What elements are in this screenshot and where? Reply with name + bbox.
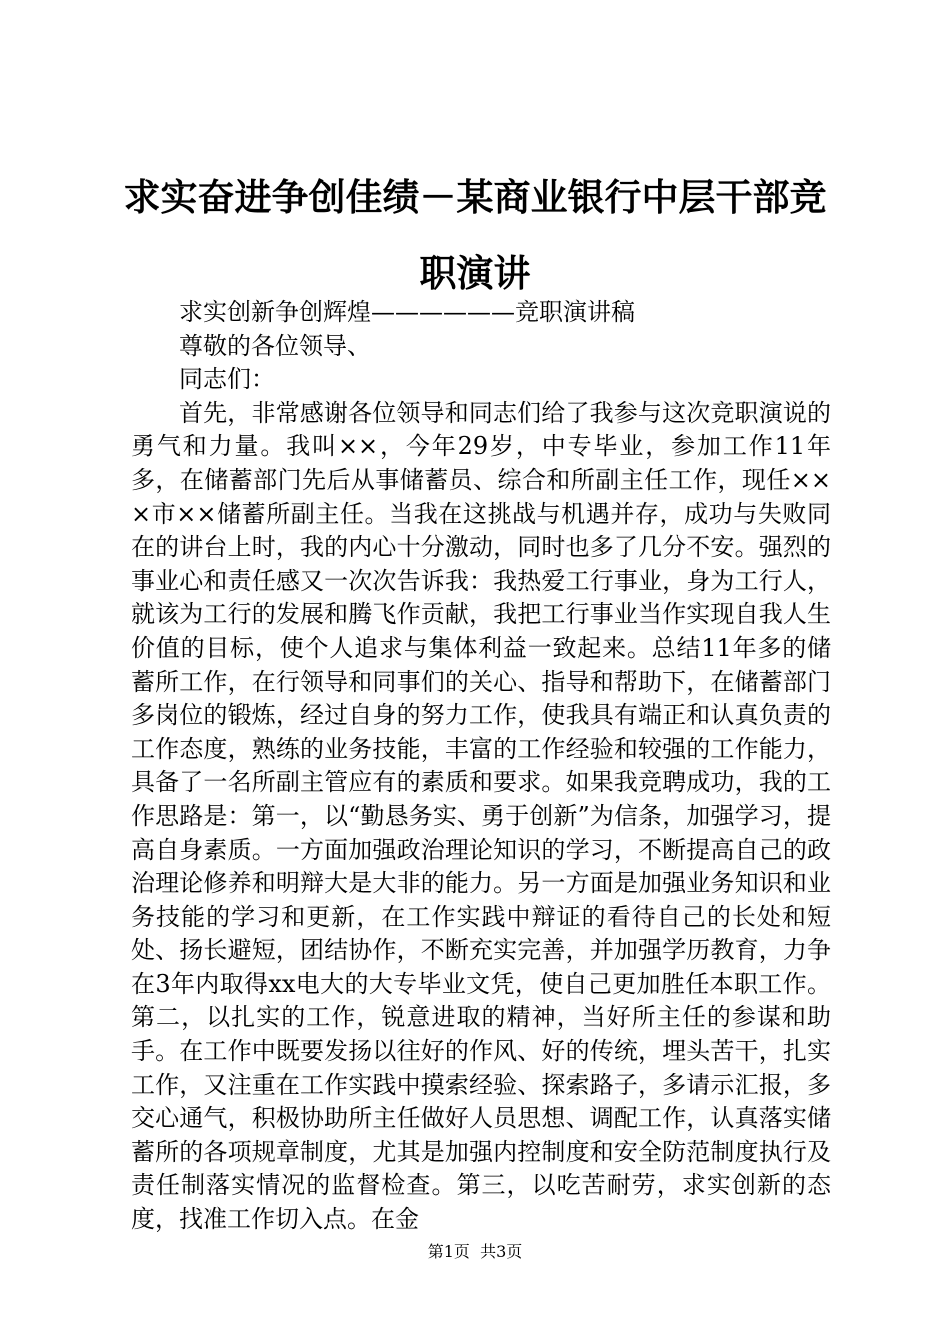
body-paragraph: 首先，非常感谢各位领导和同志们给了我参与这次竞职演说的勇气和力量。我叫××，今年29岁，中专毕业，参加工作11年多，在储蓄部门先后从事储蓄员、综合和所副主任工作，现任×××市××储蓄所副主任。当我在这挑战与机遇并存，成功与失败同在的讲台上时，我的内心十分激动，同时也多了几分不安。强烈的事业心和责任感又一次次告诉我：我热爱工行事业，身为工行人，就该为工行的发展和腾飞作贡献，我把工行事业当作实现自我人生价值的目标，使个人追求与集体利益一致起来。总结11年多的储蓄所工作，在行领导和同事们的关心、指导和帮助下，在储蓄部门多岗位的锻炼，经过自身的努力工作，使我具有端正和认真负责的工作态度，熟练的业务技能，丰富的工作经验和较强的工作能力，具备了一名所副主管应有的素质和要求。如果我竞聘成功，我的工作思路是：第一，以“勤恳务实、勇于创新”为信条，加强学习，提高自身素质。一方面加强政治理论知识的学习，不断提高自己的政治理论修养和明辩大是大非的能力。另一方面是加强业务知识和业务技能的学习和更新，在工作实践中辩证的看待自己的长处和短处、扬长避短，团结协作，不断充实完善，并加强学历教育，力争在3年内取得xx电大的大专毕业文凭，使自己更加胜任本职工作。第二，以扎实的工作，锐意进取的精神，当好所主任的参谋和助手。在工作中既要发扬以往好的作风、好的传统，埋头苦干，扎实工作，又注重在工作实践中摸索经验、探索路子，多请示汇报，多交心通气，积极协助所主任做好人员思想、调配工作，认真落实储蓄所的各项规章制度，尤其是加强内控制度和安全防范制度执行及责任制落实情况的监督检查。第三，以吃苦耐劳，求实创新的态度，找准工作切入点。在金: [131, 398, 831, 1234]
page-footer: [0, 1242, 950, 1262]
document-title: 求实奋进争创佳绩－某商业银行中层干部竞职演讲: [123, 176, 827, 295]
document-body: [131, 296, 831, 1237]
page-number: 第1页: [427, 1242, 470, 1261]
subtitle-line: 求实创新争创辉煌——————竞职演讲稿: [179, 298, 635, 326]
salutation-line-2: 同志们：: [179, 365, 275, 394]
salutation-line-1: 尊敬的各位领导、: [179, 331, 371, 360]
footer-separator: [470, 1242, 480, 1261]
page-total: 共3页: [480, 1242, 523, 1261]
